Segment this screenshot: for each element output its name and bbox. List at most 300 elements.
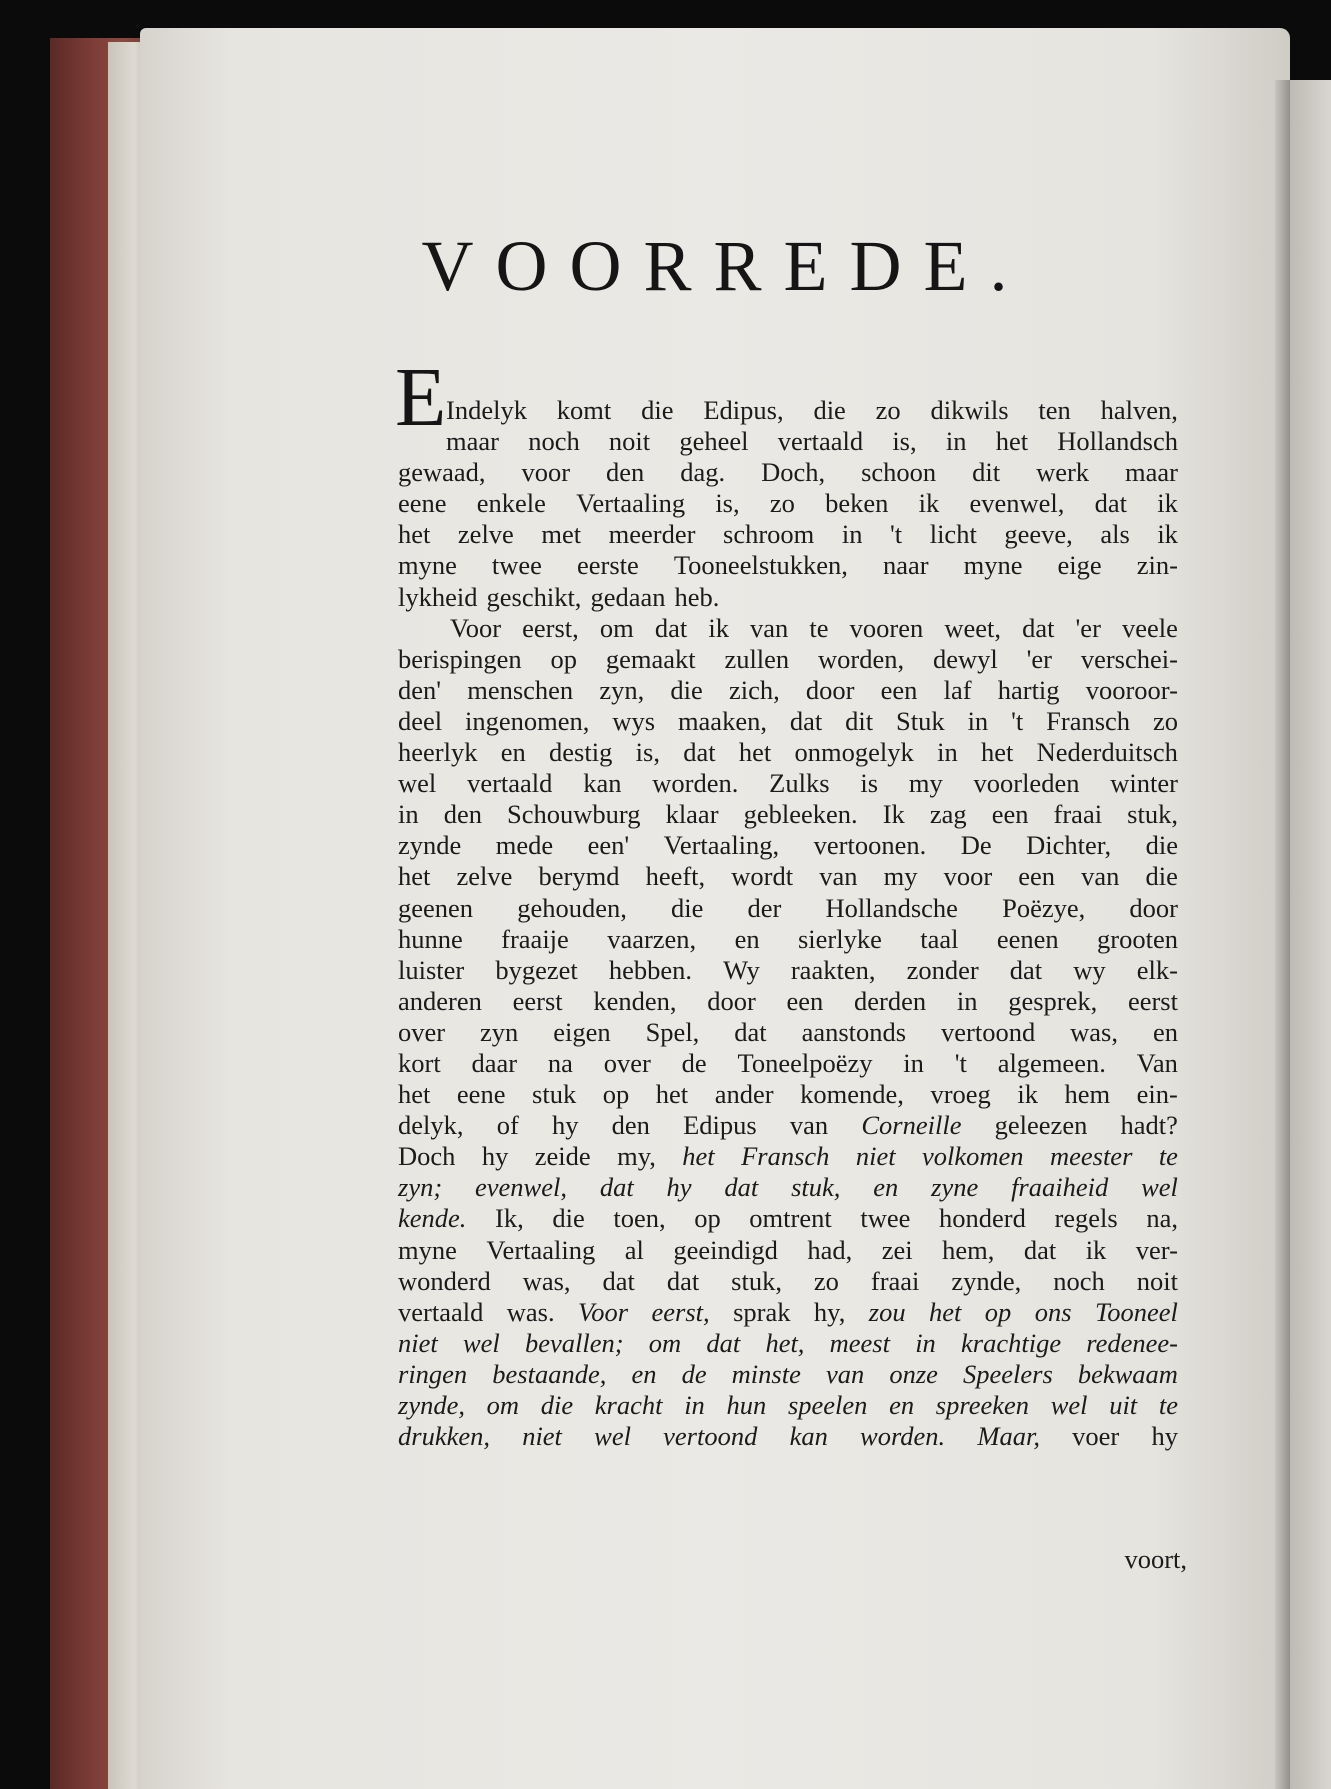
- word: niet: [398, 1327, 438, 1358]
- word: minste: [731, 1358, 801, 1389]
- word: noch: [1053, 1265, 1105, 1296]
- word: hy,: [813, 1296, 846, 1327]
- word: den: [443, 799, 482, 830]
- word: myne: [398, 550, 457, 581]
- word: derden: [854, 985, 927, 1016]
- word: ik: [918, 488, 940, 519]
- word: 't: [954, 1047, 967, 1078]
- word: zo: [875, 395, 901, 425]
- text-line: [398, 675, 1178, 706]
- word: honderd: [938, 1203, 1026, 1234]
- word: 't: [890, 519, 903, 550]
- word: vertaald: [777, 426, 864, 457]
- word: het: [398, 519, 431, 550]
- word: dit: [972, 457, 1001, 488]
- word: dewyl: [932, 643, 998, 674]
- text-line: [398, 1390, 1178, 1421]
- word: laf: [943, 674, 972, 705]
- word: Fransch: [741, 1141, 830, 1172]
- word: Stuk: [896, 705, 945, 736]
- word: door: [1129, 892, 1178, 923]
- word: in: [915, 1327, 936, 1358]
- word: het: [980, 737, 1014, 768]
- word: niet: [522, 1421, 562, 1452]
- word: spreeken: [935, 1390, 1029, 1420]
- word: my: [883, 861, 918, 892]
- word: lykheid: [398, 581, 478, 612]
- word: was,: [1070, 1016, 1118, 1047]
- word: Fransch: [1046, 705, 1131, 736]
- word: stuk,: [791, 1172, 841, 1203]
- word: onze: [889, 1358, 938, 1389]
- word: vooroor-: [1085, 674, 1178, 705]
- word: dag.: [680, 457, 726, 488]
- word: van: [750, 612, 789, 643]
- word: bestaande,: [492, 1358, 607, 1389]
- word: der: [747, 892, 782, 923]
- word: winter: [1110, 768, 1178, 799]
- word: Nederduitsch: [1036, 737, 1178, 768]
- word: zyn: [480, 1016, 519, 1047]
- text-line: [398, 1203, 1178, 1234]
- word: in: [684, 1390, 705, 1420]
- word: berispingen: [398, 643, 522, 674]
- word: als: [1100, 519, 1130, 550]
- word: kende.: [398, 1203, 467, 1234]
- text-line: [398, 1110, 1178, 1141]
- word: gewaad,: [398, 457, 486, 488]
- word: het: [995, 426, 1029, 457]
- word: Hollandsche: [825, 892, 958, 923]
- word: eigen: [553, 1016, 611, 1047]
- word: vertoond: [941, 1016, 1036, 1047]
- word: zyn,: [599, 674, 645, 705]
- word: is,: [892, 426, 917, 457]
- word: den: [606, 457, 645, 488]
- word: zei: [881, 1234, 913, 1265]
- text-line: [398, 1359, 1178, 1390]
- word: van: [819, 861, 858, 892]
- text-line: [398, 426, 1178, 457]
- word: die: [670, 674, 703, 705]
- word: over: [398, 1016, 446, 1047]
- word: redenee-: [1086, 1327, 1178, 1358]
- word: enkele: [476, 488, 546, 519]
- word: in: [937, 737, 958, 768]
- word: fraaiheid: [1011, 1172, 1109, 1203]
- word: luister: [398, 954, 465, 985]
- word: na,: [1146, 1203, 1178, 1234]
- word: te: [1158, 1141, 1178, 1172]
- word: wel: [398, 768, 437, 799]
- word: worden,: [818, 643, 905, 674]
- word: omtrent: [749, 1203, 832, 1234]
- word: met: [541, 519, 582, 550]
- word: een: [880, 674, 918, 705]
- word: een: [1018, 861, 1056, 892]
- text-line: [398, 488, 1178, 519]
- word: aanstonds: [801, 1016, 907, 1047]
- word: hy: [481, 1141, 509, 1172]
- word: Tooneelstukken,: [673, 550, 848, 581]
- word: ik: [1085, 1234, 1107, 1265]
- word: die: [641, 395, 674, 425]
- word: Vertaaling: [576, 488, 686, 519]
- word: ons: [1034, 1296, 1072, 1327]
- word: is,: [635, 737, 660, 768]
- word: voor: [943, 861, 993, 892]
- text-line: [398, 861, 1178, 892]
- word: op: [984, 1296, 1012, 1327]
- word: berymd: [538, 861, 620, 892]
- word: vooren: [849, 612, 924, 643]
- word: my: [908, 768, 943, 799]
- word: speelen: [787, 1390, 868, 1420]
- word: hy: [551, 1110, 579, 1141]
- word: evenwel,: [969, 488, 1065, 519]
- word: ik: [708, 612, 729, 643]
- word: twee: [491, 550, 542, 581]
- word: Van: [1136, 1047, 1178, 1078]
- word: vertoonen.: [813, 830, 927, 861]
- word: geeve,: [1004, 519, 1073, 550]
- word: myne: [398, 1234, 457, 1265]
- word: over: [603, 1047, 651, 1078]
- word: niet: [855, 1141, 896, 1172]
- word: kan: [583, 768, 622, 799]
- word: ik: [1157, 488, 1178, 519]
- word: veele: [1122, 612, 1178, 643]
- word: hun: [726, 1390, 767, 1420]
- text-line: [398, 737, 1178, 768]
- word: ik: [1017, 1079, 1038, 1110]
- word: twee: [860, 1203, 911, 1234]
- word: Wy: [723, 954, 760, 985]
- word: dikwils: [930, 395, 1009, 425]
- word: evenwel,: [475, 1172, 567, 1203]
- word: geschikt,: [486, 581, 582, 612]
- word: elk-: [1136, 954, 1178, 985]
- word: geleezen: [994, 1110, 1088, 1141]
- word: en: [734, 923, 760, 954]
- word: die: [540, 1390, 574, 1420]
- word: zelve: [457, 519, 514, 550]
- word: Speelers: [962, 1358, 1053, 1389]
- text-line: [398, 799, 1178, 830]
- word: wel: [462, 1327, 500, 1358]
- page-heading: VOORREDE.: [421, 226, 1030, 306]
- word: vertaald: [398, 1296, 484, 1327]
- word: den: [611, 1110, 650, 1141]
- word: meest: [829, 1327, 890, 1358]
- text-line: [398, 644, 1178, 675]
- word: Spel,: [645, 1016, 700, 1047]
- word: zynde: [398, 830, 462, 861]
- word: wy: [1073, 954, 1106, 985]
- word: geenen: [398, 892, 474, 923]
- word: werk: [1036, 457, 1090, 488]
- text-line: [398, 1266, 1178, 1297]
- word: maar: [1125, 457, 1178, 488]
- word: my,: [617, 1141, 656, 1172]
- word: fraaije: [501, 923, 569, 954]
- word: dit: [845, 705, 874, 736]
- word: gedaan: [590, 581, 666, 612]
- word: dat: [1009, 954, 1043, 985]
- word: drukken,: [398, 1421, 490, 1452]
- word: eene: [456, 1079, 506, 1110]
- word: licht: [929, 519, 977, 550]
- word: dat: [734, 1016, 767, 1047]
- word: zynde,: [398, 1390, 465, 1420]
- word: toen,: [613, 1203, 666, 1234]
- word: zynde,: [951, 1265, 1022, 1296]
- word: gehouden,: [517, 892, 627, 923]
- text-line: [398, 893, 1178, 924]
- text-line: [398, 519, 1178, 550]
- word: in: [945, 426, 967, 457]
- word: Tooneel: [1094, 1296, 1178, 1327]
- word: eene: [398, 488, 447, 519]
- word: een: [786, 985, 824, 1016]
- word: noit: [1136, 1265, 1178, 1296]
- word: Doch: [398, 1141, 456, 1172]
- word: wonderd: [398, 1265, 491, 1296]
- word: 't: [1011, 705, 1024, 736]
- word: heerlyk: [398, 737, 478, 768]
- word: menschen: [467, 674, 574, 705]
- word: anderen: [398, 985, 482, 1016]
- word: gebleeken.: [743, 799, 858, 830]
- word: of: [496, 1110, 519, 1141]
- word: stuk,: [731, 1265, 782, 1296]
- word: hy: [1151, 1421, 1178, 1452]
- word: in: [956, 985, 978, 1016]
- word: uit: [1109, 1390, 1138, 1420]
- word: ten: [1038, 395, 1071, 425]
- word: Indelyk: [446, 395, 527, 425]
- word: voorleden: [973, 768, 1080, 799]
- word: raakten,: [790, 954, 876, 985]
- word: kort: [398, 1047, 441, 1078]
- word: regels: [1054, 1203, 1118, 1234]
- word: Schouwburg: [507, 799, 641, 830]
- word: algemeen.: [997, 1047, 1106, 1078]
- word: Toneelpoëzy: [737, 1047, 873, 1078]
- text-line: [398, 955, 1178, 986]
- word: op: [694, 1203, 721, 1234]
- word: zeide: [534, 1141, 591, 1172]
- word: dat: [654, 612, 688, 643]
- word: den': [398, 674, 442, 705]
- word: heb.: [674, 581, 720, 612]
- word: in: [903, 1047, 924, 1078]
- word: wys: [612, 705, 656, 736]
- word: kracht: [594, 1390, 663, 1420]
- word: bygezet: [495, 954, 578, 985]
- text-line: [398, 768, 1178, 799]
- word: ringen: [398, 1358, 468, 1389]
- word: zo: [813, 1265, 839, 1296]
- word: Voor: [450, 612, 502, 643]
- word: dat: [724, 1172, 759, 1203]
- word: al: [624, 1234, 644, 1265]
- word: zin-: [1136, 550, 1178, 581]
- word: fraai: [870, 1265, 920, 1296]
- word: onmogelyk: [794, 737, 914, 768]
- word: die: [552, 1203, 585, 1234]
- word: verschei-: [1080, 643, 1178, 674]
- word: was.: [506, 1296, 555, 1327]
- word: geeindigd: [673, 1234, 778, 1265]
- word: meester: [1049, 1141, 1133, 1172]
- word: zonder: [906, 954, 979, 985]
- word: en: [873, 1172, 899, 1203]
- word: dat: [602, 1265, 635, 1296]
- word: eerst,: [651, 1296, 710, 1327]
- word: een': [587, 830, 630, 861]
- word: dat: [666, 1265, 700, 1296]
- word: zo: [769, 488, 795, 519]
- word: in: [967, 705, 989, 736]
- text-line: [398, 1297, 1178, 1328]
- word: eerst: [1127, 985, 1178, 1016]
- word: op: [602, 1079, 630, 1110]
- word: bekwaam: [1077, 1358, 1178, 1389]
- word: het,: [765, 1327, 805, 1358]
- word: eige: [1057, 550, 1102, 581]
- text-line: [398, 1235, 1178, 1266]
- word: in: [398, 799, 419, 830]
- word: schoon: [861, 457, 937, 488]
- word: ik: [1157, 519, 1178, 550]
- word: wel: [1050, 1390, 1088, 1420]
- word: is: [860, 768, 879, 799]
- word: Dichter,: [1026, 830, 1112, 861]
- text-line: [398, 830, 1178, 861]
- word: en: [631, 1358, 657, 1389]
- text-line: [398, 395, 1178, 426]
- word: zou: [868, 1296, 906, 1327]
- word: krachtige: [961, 1327, 1062, 1358]
- word: kan: [789, 1421, 828, 1452]
- word: stuk: [532, 1079, 577, 1110]
- word: wordt: [731, 861, 794, 892]
- word: zich,: [728, 674, 780, 705]
- word: voor: [521, 457, 571, 488]
- word: na: [547, 1047, 573, 1078]
- text-line: [398, 613, 1178, 644]
- word: Doch,: [761, 457, 826, 488]
- word: het: [738, 737, 772, 768]
- word: vroeg: [930, 1079, 991, 1110]
- word: ein-: [1136, 1079, 1178, 1110]
- word: is,: [715, 488, 740, 519]
- catchword: voort,: [1124, 1544, 1187, 1574]
- word: ander: [714, 1079, 774, 1110]
- word: Ik,: [495, 1203, 524, 1234]
- word: dat: [599, 1172, 634, 1203]
- word: Hollandsch: [1057, 426, 1178, 457]
- drop-cap: E: [395, 351, 447, 444]
- word: volkomen: [922, 1141, 1024, 1172]
- word: voer: [1072, 1421, 1120, 1452]
- word: Edipus,: [703, 395, 784, 425]
- word: zullen: [724, 643, 790, 674]
- word: om: [486, 1390, 520, 1420]
- word: daar: [471, 1047, 518, 1078]
- word: dat: [1022, 612, 1055, 643]
- word: deel: [398, 705, 443, 736]
- word: Corneille: [861, 1110, 962, 1141]
- word: dat: [683, 737, 716, 768]
- word: te: [809, 612, 829, 643]
- word: fraai: [1053, 799, 1103, 830]
- word: komende,: [800, 1079, 904, 1110]
- word: kenden,: [593, 985, 677, 1016]
- text-line: [398, 706, 1178, 737]
- word: door: [707, 985, 756, 1016]
- word: op: [550, 643, 577, 674]
- word: wel: [1141, 1172, 1178, 1203]
- word: eenen: [996, 923, 1059, 954]
- word: eerst,: [522, 612, 579, 643]
- word: halven,: [1100, 395, 1178, 425]
- word: was,: [522, 1265, 571, 1296]
- word: hadt?: [1120, 1110, 1178, 1141]
- word: hem: [1064, 1079, 1111, 1110]
- word: dat: [1094, 488, 1128, 519]
- word: zo: [1152, 705, 1178, 736]
- word: hem,: [942, 1234, 995, 1265]
- facing-page-edge: [1290, 80, 1331, 1789]
- word: zyn;: [398, 1172, 443, 1203]
- word: taal: [920, 923, 959, 954]
- word: Edipus: [683, 1110, 757, 1141]
- word: dat: [706, 1327, 741, 1358]
- word: een: [991, 799, 1029, 830]
- word: zelve: [456, 861, 513, 892]
- word: die: [1145, 830, 1178, 861]
- word: sierlyke: [797, 923, 882, 954]
- word: dat: [789, 705, 823, 736]
- text-line: [398, 1079, 1178, 1110]
- word: maar: [446, 426, 499, 457]
- text-line: [398, 1141, 1178, 1172]
- word: van: [1081, 861, 1120, 892]
- word: zag: [929, 799, 967, 830]
- word: het: [398, 1079, 431, 1110]
- word: heeft,: [645, 861, 706, 892]
- word: de: [681, 1047, 707, 1078]
- text-line: [398, 1017, 1178, 1048]
- word: hebben.: [608, 954, 692, 985]
- word: worden.: [652, 768, 739, 799]
- word: stuk,: [1127, 799, 1178, 830]
- text-line: [398, 457, 1178, 488]
- text-line: [398, 582, 1178, 613]
- word: wel: [594, 1421, 631, 1452]
- word: geheel: [679, 426, 749, 457]
- word: Poëzye,: [1002, 892, 1086, 923]
- word: van: [825, 1358, 865, 1389]
- word: in: [841, 519, 863, 550]
- word: ver-: [1135, 1234, 1178, 1265]
- word: het: [929, 1296, 962, 1327]
- word: maaken,: [677, 705, 767, 736]
- word: naar: [882, 550, 929, 581]
- word: grooten: [1097, 923, 1178, 954]
